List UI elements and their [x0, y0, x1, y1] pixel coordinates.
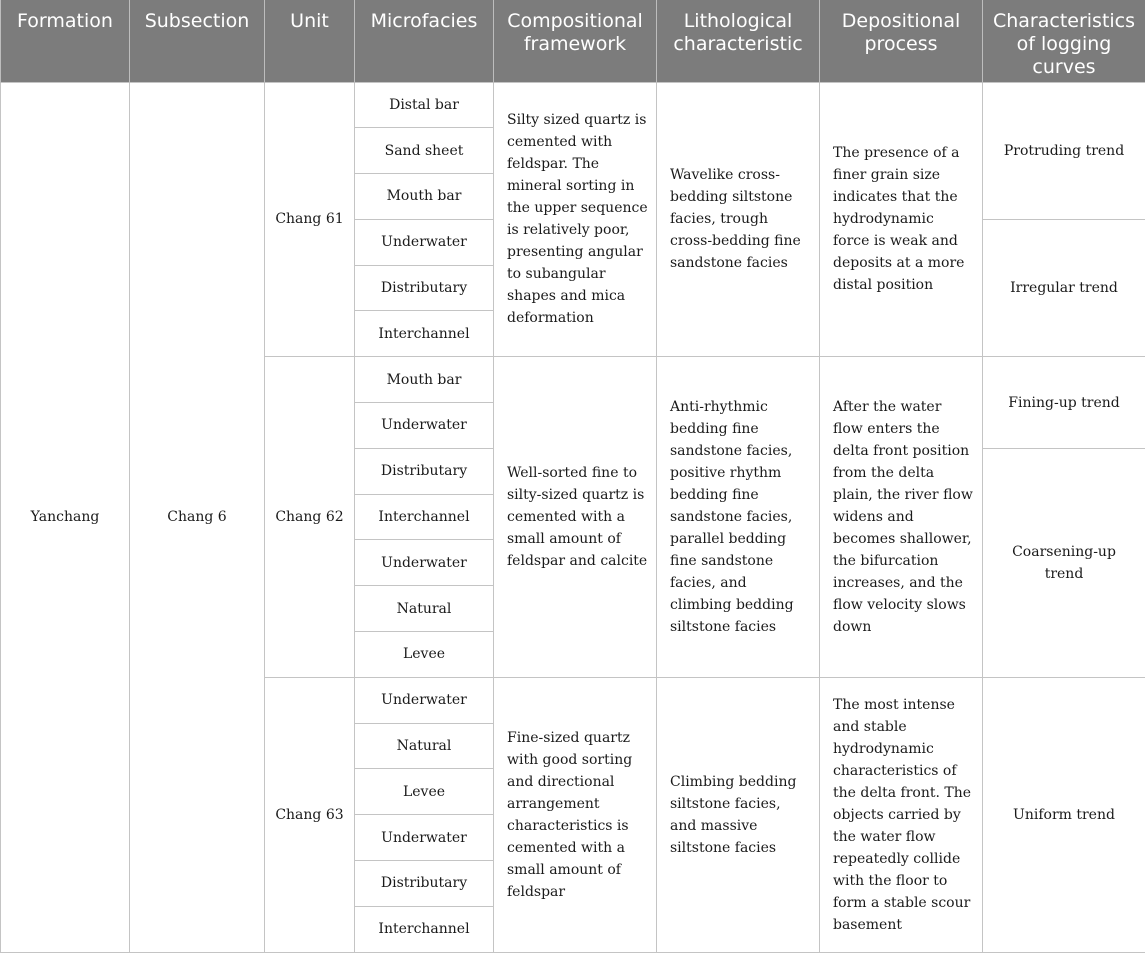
compositional-cell: Well-sorted fine to silty-sized quartz is cemented with a small amount of feldspar and calcite — [494, 357, 657, 678]
header-row — [1, 0, 1145, 82]
microfacies-cell: Natural — [355, 586, 494, 632]
microfacies-cell: Levee — [355, 769, 494, 815]
header-microfacies: Microfacies — [355, 0, 494, 82]
formation-cell: Yanchang — [1, 82, 130, 952]
table-row — [1, 82, 1145, 128]
depositional-cell: The most intense and stable hydrodynamic characteristics of the delta front. The objects carried by the water flow repeatedly collide with the floor to form a stable scour basement — [820, 677, 983, 952]
depositional-cell: After the water flow enters the delta front position from the delta plain, the river flow widens and becomes shallower, the bifurcation increases, and the flow velocity slows down — [820, 357, 983, 678]
microfacies-cell: Distributary — [355, 265, 494, 311]
microfacies-cell: Sand sheet — [355, 128, 494, 174]
microfacies-cell: Distal bar — [355, 82, 494, 128]
microfacies-cell: Mouth bar — [355, 174, 494, 220]
microfacies-cell: Interchannel — [355, 494, 494, 540]
header-unit: Unit — [265, 0, 355, 82]
lithological-cell: Wavelike cross-bedding siltstone facies, trough cross-bedding fine sandstone facies — [657, 82, 820, 357]
microfacies-cell: Interchannel — [355, 311, 494, 357]
header-compositional-framework: Compositional framework — [494, 0, 657, 82]
subsection-cell: Chang 6 — [130, 82, 265, 952]
header-logging-curves: Characteristics of logging curves — [983, 0, 1145, 82]
microfacies-cell: Underwater — [355, 677, 494, 723]
microfacies-cell: Mouth bar — [355, 357, 494, 403]
microfacies-cell: Underwater — [355, 403, 494, 449]
unit-cell: Chang 63 — [265, 677, 355, 952]
unit-cell: Chang 62 — [265, 357, 355, 678]
microfacies-cell: Interchannel — [355, 906, 494, 952]
logging-cell: Protruding trend — [983, 82, 1145, 219]
compositional-cell: Fine-sized quartz with good sorting and directional arrangement characteristics is cemented with a small amount of feldspar — [494, 677, 657, 952]
microfacies-cell: Natural — [355, 723, 494, 769]
logging-cell: Coarsening-up trend — [983, 448, 1145, 677]
microfacies-cell: Underwater — [355, 219, 494, 265]
logging-cell: Irregular trend — [983, 219, 1145, 356]
microfacies-cell: Underwater — [355, 540, 494, 586]
microfacies-cell: Distributary — [355, 448, 494, 494]
header-formation: Formation — [1, 0, 130, 82]
microfacies-cell: Levee — [355, 632, 494, 678]
header-subsection: Subsection — [130, 0, 265, 82]
compositional-cell: Silty sized quartz is cemented with feldspar. The mineral sorting in the upper sequence is relatively poor, presenting angular to subangular shapes and mica deformation — [494, 82, 657, 357]
header-depositional-process: Depositional process — [820, 0, 983, 82]
lithological-cell: Climbing bedding siltstone facies, and massive siltstone facies — [657, 677, 820, 952]
unit-cell: Chang 61 — [265, 82, 355, 357]
microfacies-cell: Underwater — [355, 815, 494, 861]
depositional-cell: The presence of a finer grain size indicates that the hydrodynamic force is weak and deposits at a more distal position — [820, 82, 983, 357]
logging-cell: Uniform trend — [983, 677, 1145, 952]
logging-cell: Fining-up trend — [983, 357, 1145, 449]
lithological-cell: Anti-rhythmic bedding fine sandstone facies, positive rhythm bedding fine sandstone facies, parallel bedding fine sandstone facies, and climbing bedding siltstone facies — [657, 357, 820, 678]
microfacies-cell: Distributary — [355, 861, 494, 907]
header-lithological-characteristic: Lithological characteristic — [657, 0, 820, 82]
